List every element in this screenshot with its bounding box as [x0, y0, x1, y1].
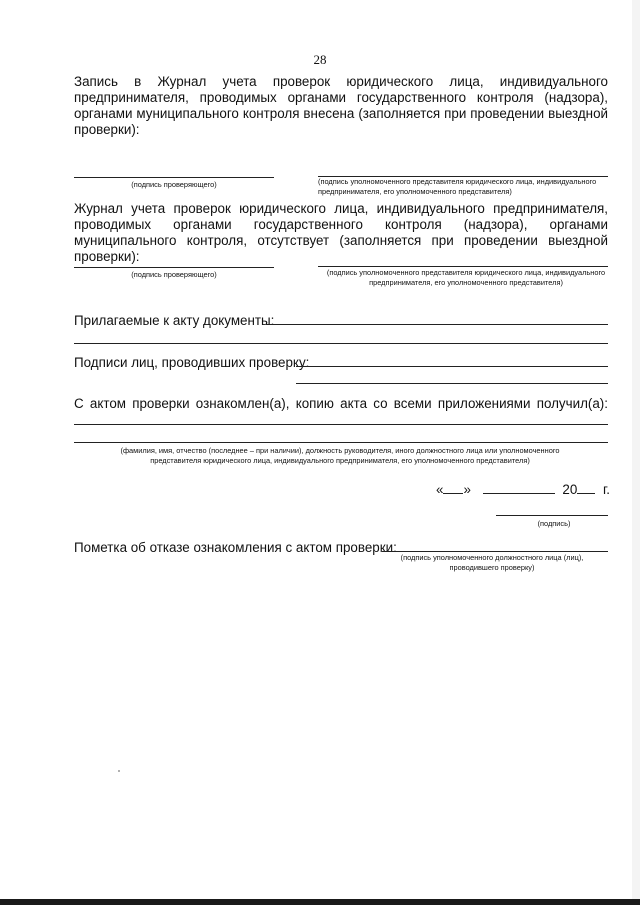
date-line [436, 481, 610, 497]
inspector-signatures-line-2[interactable] [296, 383, 608, 384]
journal-absent-text: Журнал учета проверок юридического лица, индивидуального предпринимателя, проводимых органами государственного контроля (надзора), органами муниципального контроля, отсутствует (заполняется при проведении выездной проверки): [74, 201, 608, 264]
scan-edge-bottom [0, 899, 640, 905]
inspector-signatures-line-1[interactable] [296, 366, 608, 367]
representative-signature-line-2[interactable] [318, 266, 608, 267]
acquainted-text: С актом проверки ознакомлен(а), копию акта со всеми приложениями получил(а): [74, 396, 608, 411]
representative-signature-caption-2: (подпись уполномоченного представителя юридического лица, индивидуального предпринимателя, его уполномоченного представителя) [326, 268, 606, 287]
journal-entry-text: Запись в Журнал учета проверок юридического лица, индивидуального предпринимателя, проводимых органами государственного контроля (надзора), органами муниципального контроля внесена (заполняется при проведении выездной проверки): [74, 74, 608, 137]
inspector-signature-caption-1: (подпись проверяющего) [131, 180, 217, 189]
inspector-signatures-label: Подписи лиц, проводивших проверку: [74, 355, 310, 370]
date-day-field[interactable] [443, 481, 463, 494]
inspector-signature-line-1[interactable] [74, 177, 274, 178]
date-year-field[interactable] [577, 481, 595, 494]
date-year-suffix: г. [603, 482, 610, 497]
refusal-caption: (подпись уполномоченного должностного лица (лиц), проводившего проверку) [400, 553, 584, 572]
attached-documents-line-2[interactable] [74, 343, 608, 344]
inspector-signature-line-2[interactable] [74, 267, 274, 268]
inspector-signature-caption-2: (подпись проверяющего) [131, 270, 217, 279]
date-open-quote: « [436, 482, 444, 497]
page-number: 28 [313, 52, 327, 67]
attached-documents-label: Прилагаемые к акту документы: [74, 313, 275, 328]
scan-speck [118, 770, 120, 772]
date-month-field[interactable] [483, 481, 555, 494]
acquainted-line-1[interactable] [74, 424, 608, 425]
refusal-label: Пометка об отказе ознакомления с актом проверки: [74, 540, 397, 555]
acquainted-line-2[interactable] [74, 442, 608, 443]
date-signature-caption: (подпись) [537, 519, 571, 528]
date-close-quote: » [463, 482, 471, 497]
acquainted-caption: (фамилия, имя, отчество (последнее – при наличии), должность руководителя, иного должностного лица или уполномоченного представителя юридического лица, индивидуального предпринимателя, его уполномоченного представителя) [120, 446, 560, 465]
date-signature-line[interactable] [496, 515, 608, 516]
refusal-line[interactable] [382, 551, 608, 552]
date-year-prefix: 20 [562, 482, 578, 497]
representative-signature-caption-1: (подпись уполномоченного представителя юридического лица, индивидуального предпринимателя, его уполномоченного представителя) [318, 177, 597, 196]
attached-documents-line-1[interactable] [266, 324, 608, 325]
scan-edge-right [632, 0, 640, 905]
